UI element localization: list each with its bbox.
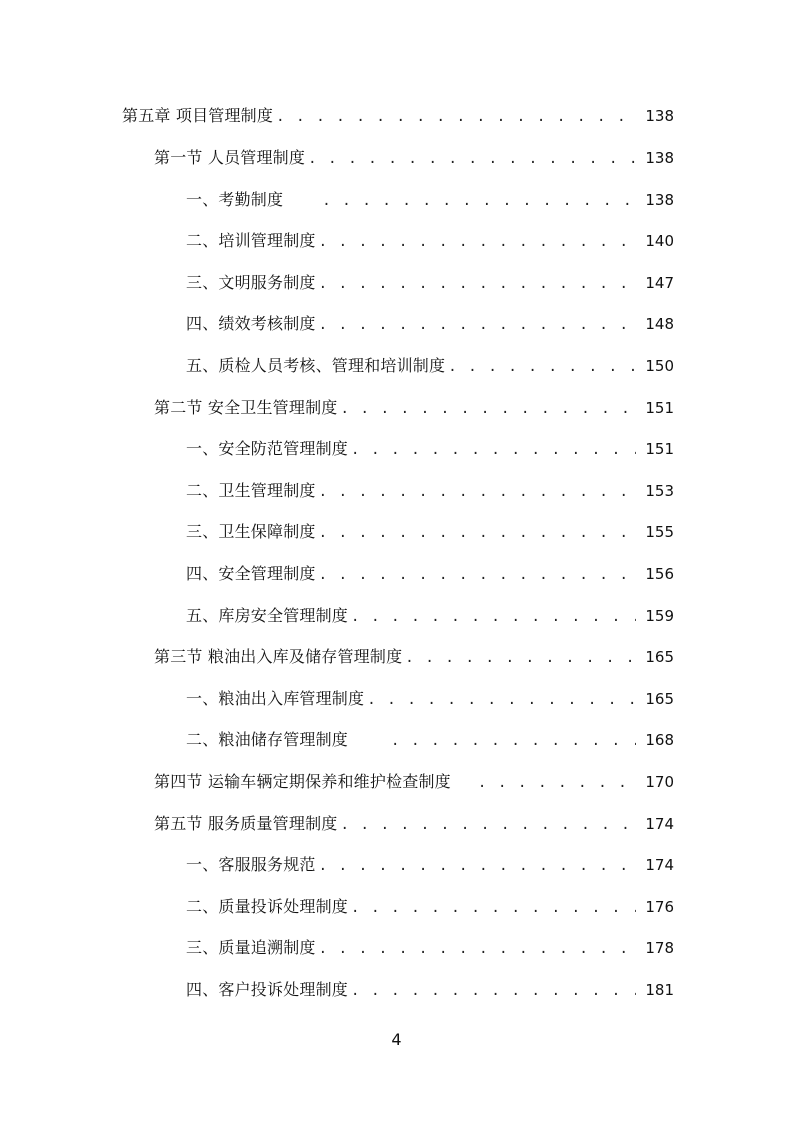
toc-entry-label: 一、客服服务规范 [186, 855, 316, 874]
dot-leader [319, 478, 636, 506]
toc-entry-label: 二、培训管理制度 [186, 231, 316, 250]
dot-leader [319, 935, 636, 963]
toc-page-number: 153 [645, 482, 674, 500]
toc-entry-item[interactable] [186, 726, 674, 754]
toc-page-number: 165 [645, 690, 674, 708]
toc-entry-item[interactable] [186, 518, 674, 546]
toc-entry-label: 三、文明服务制度 [186, 273, 316, 292]
dot-leader [351, 977, 636, 1005]
toc-entry-label: 第四节 运输车辆定期保养和维护检查制度 [154, 772, 451, 791]
dot-leader [276, 103, 636, 131]
toc-page-number: 150 [645, 357, 674, 375]
dot-leader [319, 228, 636, 256]
toc-entry-label: 四、绩效考核制度 [186, 314, 316, 333]
toc-entry-item[interactable] [186, 976, 674, 1004]
toc-page-number: 181 [645, 981, 674, 999]
toc-page-number: 176 [645, 898, 674, 916]
toc-entry-label: 五、质检人员考核、管理和培训制度 [186, 356, 446, 375]
toc-entry-item[interactable] [186, 851, 674, 879]
toc-entry-section-3[interactable] [154, 643, 674, 671]
toc-entry-label: 第二节 安全卫生管理制度 [154, 398, 338, 417]
toc-page-number: 140 [645, 232, 674, 250]
toc-entry-item[interactable] [186, 893, 674, 921]
page-number-footer: 4 [391, 1030, 402, 1049]
toc-entry-item[interactable] [186, 269, 674, 297]
toc-entry-label: 第三节 粮油出入库及储存管理制度 [154, 647, 403, 666]
dot-leader [319, 561, 636, 589]
toc-page-number: 168 [645, 731, 674, 749]
dot-leader [367, 686, 636, 714]
toc-entry-label: 第一节 人员管理制度 [154, 148, 306, 167]
dot-leader [405, 644, 636, 672]
toc-entry-item[interactable] [186, 310, 674, 338]
toc-page-number: 159 [645, 607, 674, 625]
toc-entry-label: 一、粮油出入库管理制度 [186, 689, 365, 708]
dot-leader [351, 894, 636, 922]
toc-entry-label: 第五章 项目管理制度 [122, 106, 274, 125]
toc-entry-label: 一、安全防范管理制度 [186, 439, 349, 458]
toc-entry-label: 四、安全管理制度 [186, 564, 316, 583]
toc-entry-label: 四、客户投诉处理制度 [186, 980, 349, 999]
dot-leader [351, 436, 636, 464]
toc-entry-item[interactable] [186, 435, 674, 463]
dot-leader [391, 727, 636, 755]
toc-page-number: 138 [645, 149, 674, 167]
toc-entry-item[interactable] [186, 352, 674, 380]
toc-entry-section-2[interactable] [154, 394, 674, 422]
dot-leader [319, 519, 636, 547]
toc-page-number: 138 [645, 107, 674, 125]
toc-entry-item[interactable] [186, 685, 674, 713]
toc-page-number: 170 [645, 773, 674, 791]
toc-entry-item[interactable] [186, 560, 674, 588]
toc-page-number: 156 [645, 565, 674, 583]
dot-leader [341, 811, 637, 839]
dot-leader [319, 852, 636, 880]
toc-entry-label: 一、考勤制度 [186, 190, 284, 209]
toc-entry-label: 二、粮油储存管理制度 [186, 730, 349, 749]
toc-entry-item[interactable] [186, 227, 674, 255]
toc-page-number: 174 [645, 815, 674, 833]
toc-page-number: 165 [645, 648, 674, 666]
toc-entry-item[interactable] [186, 477, 674, 505]
toc-entry-item[interactable] [186, 186, 674, 214]
toc-entry-label: 三、质量追溯制度 [186, 938, 316, 957]
dot-leader [308, 145, 636, 173]
toc-page-number: 148 [645, 315, 674, 333]
toc-entry-section-5[interactable] [154, 810, 674, 838]
toc-page-number: 138 [645, 191, 674, 209]
toc-entry-label: 二、质量投诉处理制度 [186, 897, 349, 916]
toc-page-number: 174 [645, 856, 674, 874]
dot-leader [351, 603, 636, 631]
toc-entry-label: 二、卫生管理制度 [186, 481, 316, 500]
dot-leader [322, 187, 636, 215]
toc-page-number: 155 [645, 523, 674, 541]
toc-entry-section-4[interactable] [154, 768, 674, 796]
toc-entry-chapter-5[interactable] [122, 102, 674, 130]
toc-entry-label: 三、卫生保障制度 [186, 522, 316, 541]
dot-leader [448, 353, 636, 381]
toc-entry-label: 五、库房安全管理制度 [186, 606, 349, 625]
dot-leader [319, 311, 636, 339]
toc-entry-section-1[interactable] [154, 144, 674, 172]
toc-page-number: 178 [645, 939, 674, 957]
toc-entry-item[interactable] [186, 602, 674, 630]
toc-page-number: 151 [645, 440, 674, 458]
dot-leader [341, 395, 637, 423]
toc-page-number: 151 [645, 399, 674, 417]
toc-entry-label: 第五节 服务质量管理制度 [154, 814, 338, 833]
toc-page-number: 147 [645, 274, 674, 292]
dot-leader [319, 270, 636, 298]
dot-leader [478, 769, 636, 797]
toc-entry-item[interactable] [186, 934, 674, 962]
